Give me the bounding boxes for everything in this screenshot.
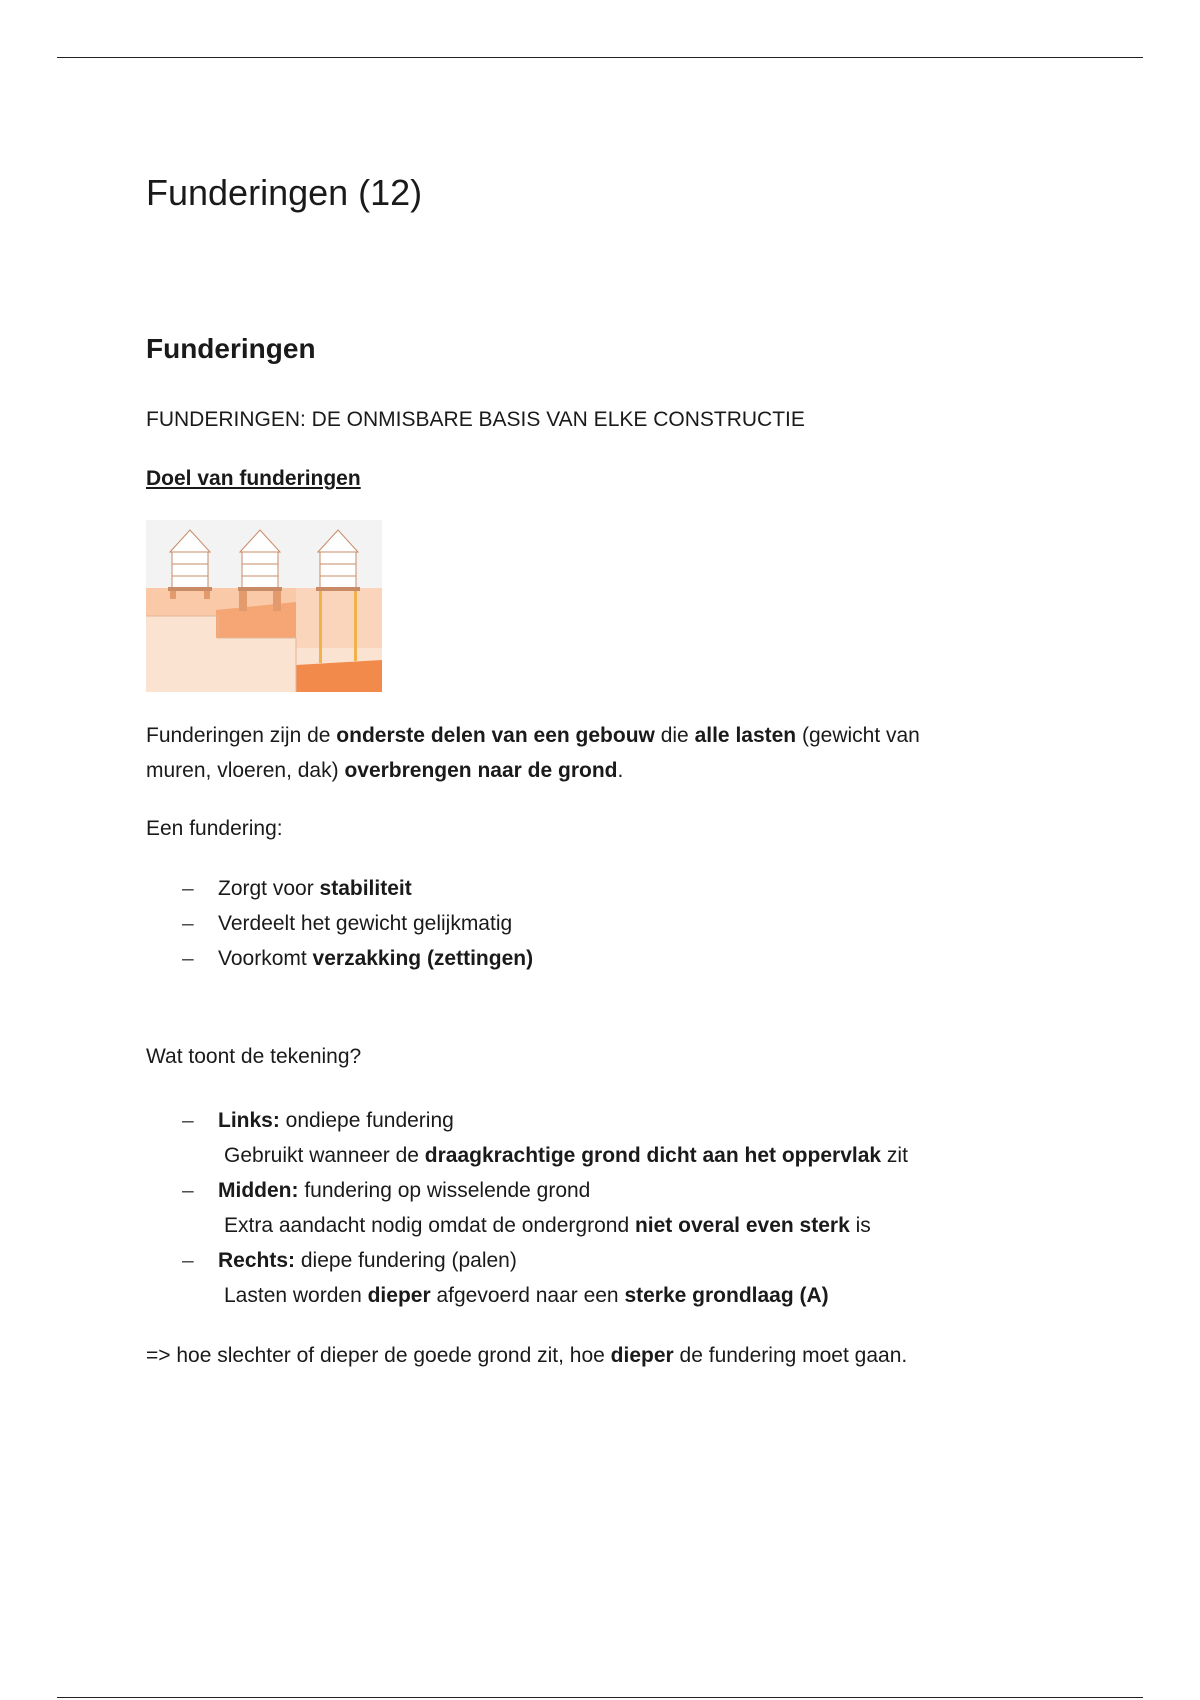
list-item: – Voorkomt verzakking (zettingen)	[182, 947, 534, 970]
foundation-illustration	[146, 520, 382, 692]
page-title: Funderingen (12)	[146, 172, 423, 213]
intro-line-1: Funderingen zijn de onderste delen van een gebouw die alle lasten (gewicht van	[146, 724, 920, 747]
list-item: – Rechts: diepe fundering (palen) Lasten worden dieper afgevoerd naar een sterke grondlaag (A)	[182, 1249, 829, 1307]
section-heading: Funderingen	[146, 333, 316, 364]
list-item: – Verdeelt het gewicht gelijkmatig	[182, 912, 513, 935]
list-item: – Zorgt voor stabiliteit	[182, 877, 412, 900]
een-fundering-label: Een fundering:	[146, 817, 283, 840]
bottom-rule	[57, 1697, 1143, 1698]
intro-line-2: muren, vloeren, dak) overbrengen naar de grond.	[146, 759, 624, 782]
list-item: – Links: ondiepe fundering Gebruikt wanneer de draagkrachtige grond dicht aan het oppervlak zit	[182, 1109, 908, 1167]
list-item: – Midden: fundering op wisselende grond Extra aandacht nodig omdat de ondergrond niet overal even sterk is	[182, 1179, 871, 1237]
subheading: Doel van funderingen	[146, 467, 361, 490]
conclusion: => hoe slechter of dieper de goede grond zit, hoe dieper de fundering moet gaan.	[146, 1344, 908, 1367]
top-rule	[57, 57, 1143, 58]
fundering-list	[182, 871, 533, 976]
tekening-list	[182, 1103, 908, 1313]
wat-toont-label: Wat toont de tekening?	[146, 1045, 362, 1068]
caps-line: FUNDERINGEN: DE ONMISBARE BASIS VAN ELKE CONSTRUCTIE	[146, 408, 805, 431]
